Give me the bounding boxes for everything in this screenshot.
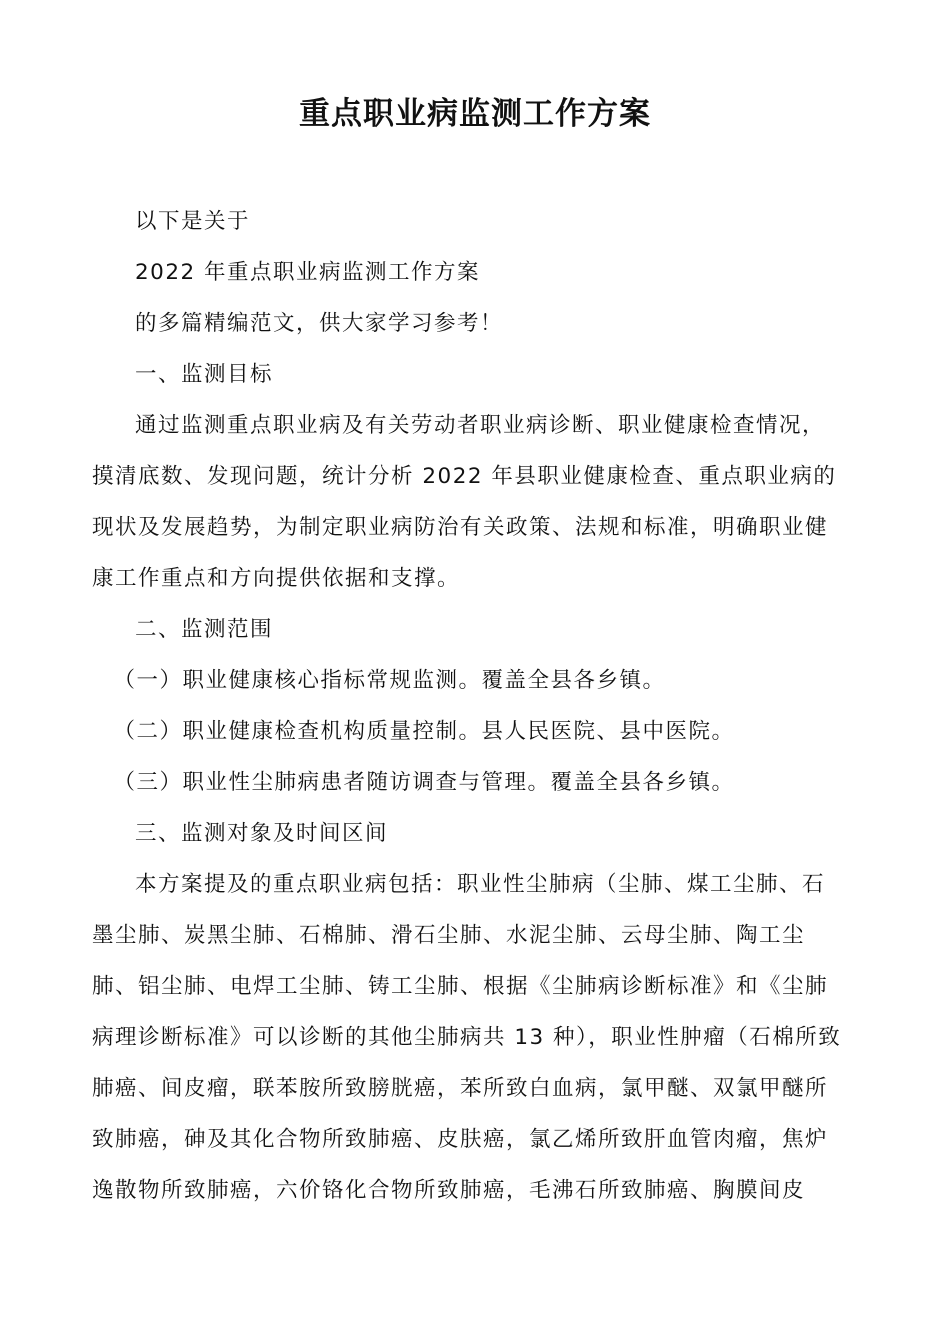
section3-line-1: 本方案提及的重点职业病包括：职业性尘肺病（尘肺、煤工尘肺、石 (135, 872, 826, 897)
section3-line-7: 逸散物所致肺癌，六价铬化合物所致肺癌，毛沸石所致肺癌、胸膜间皮 (92, 1178, 806, 1203)
document-body (92, 196, 862, 1216)
section1-line-1: 通过监测重点职业病及有关劳动者职业病诊断、职业健康检查情况， (135, 413, 826, 438)
section3-line-5: 肺癌、间皮瘤，联苯胺所致膀胱癌，苯所致白血病，氯甲醚、双氯甲醚所 (92, 1076, 829, 1101)
section1-heading: 一、监测目标 (135, 362, 274, 387)
section3-line-3: 肺、铝尘肺、电焊工尘肺、铸工尘肺、根据《尘肺病诊断标准》和《尘肺 (92, 974, 829, 999)
intro-line-3: 的多篇精编范文，供大家学习参考！ (135, 311, 504, 336)
section1-line-4: 康工作重点和方向提供依据和支撑。 (92, 566, 461, 591)
section1-line-2: 摸清底数、发现问题，统计分析 2022 年县职业健康检查、重点职业病的 (92, 464, 837, 489)
section2-item-1: （一）职业健康核心指标常规监测。覆盖全县各乡镇。 (113, 668, 666, 693)
section3-line-6: 致肺癌，砷及其化合物所致肺癌、皮肤癌，氯乙烯所致肝血管肉瘤，焦炉 (92, 1127, 829, 1152)
section3-line-4: 病理诊断标准》可以诊断的其他尘肺病共 13 种），职业性肿瘤（石棉所致 (92, 1025, 842, 1050)
section2-item-3: （三）职业性尘肺病患者随访调查与管理。覆盖全县各乡镇。 (113, 770, 735, 795)
document-title: 重点职业病监测工作方案 (299, 96, 651, 132)
section3-line-2: 墨尘肺、炭黑尘肺、石棉肺、滑石尘肺、水泥尘肺、云母尘肺、陶工尘 (92, 923, 806, 948)
section3-paragraph (92, 859, 862, 1216)
section1-paragraph (92, 400, 862, 604)
intro-line-1: 以下是关于 (135, 209, 251, 234)
section2-heading: 二、监测范围 (135, 617, 274, 642)
section3-heading: 三、监测对象及时间区间 (135, 821, 389, 846)
section2-item-2: （二）职业健康检查机构质量控制。县人民医院、县中医院。 (113, 719, 735, 744)
section1-line-3: 现状及发展趋势，为制定职业病防治有关政策、法规和标准，明确职业健 (92, 515, 829, 540)
intro-line-2: 2022 年重点职业病监测工作方案 (135, 260, 481, 285)
